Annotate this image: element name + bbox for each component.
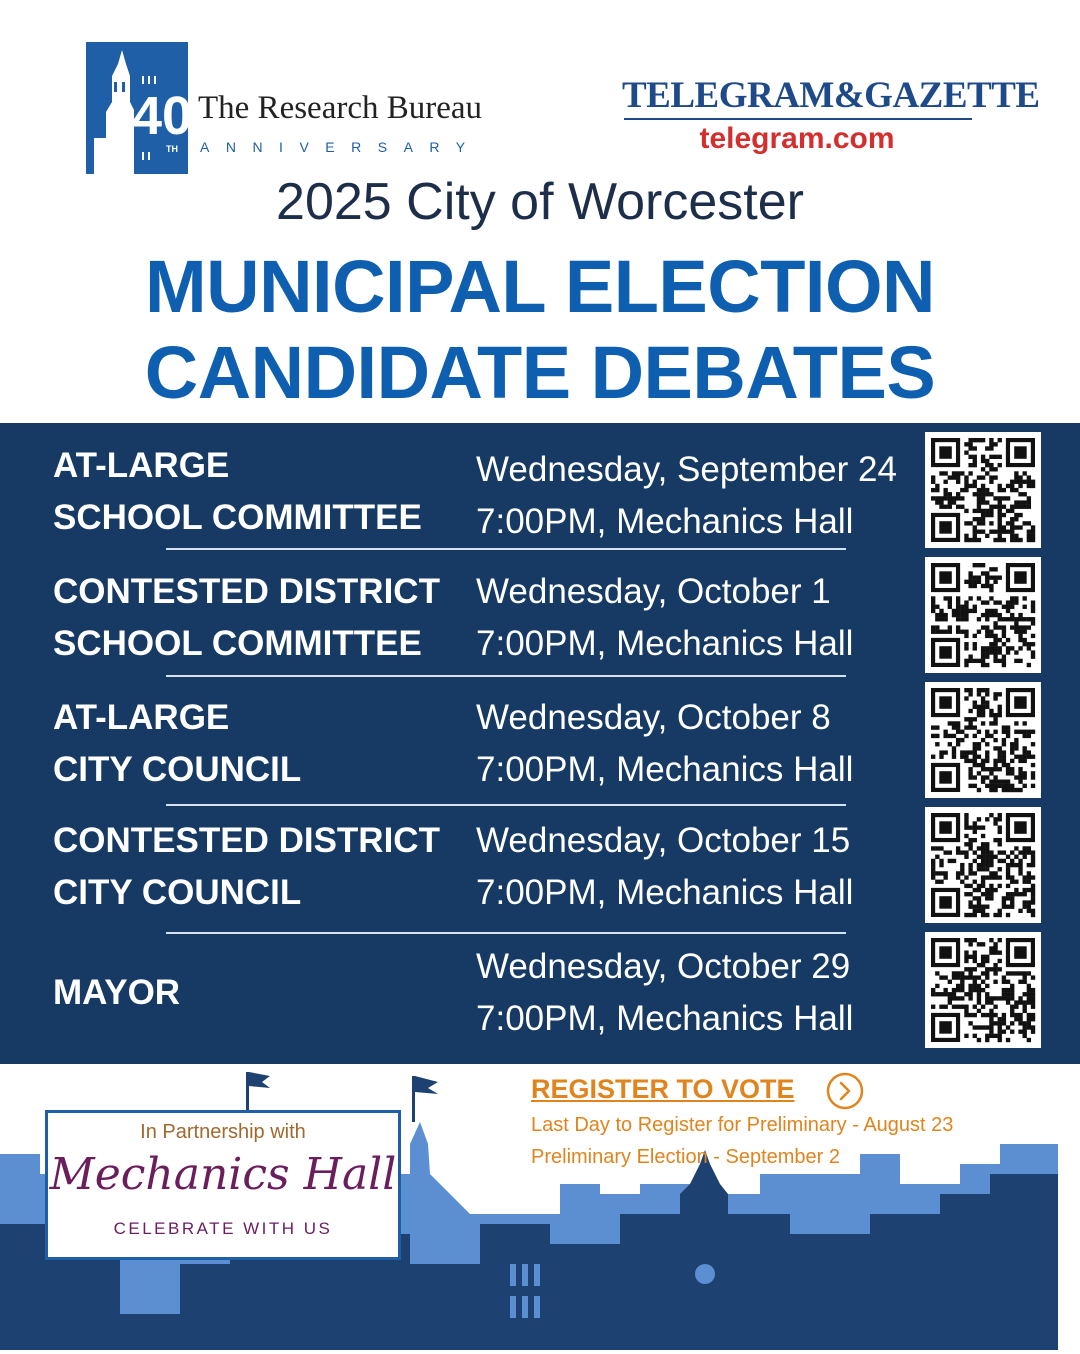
office-line-2: SCHOOL COMMITTEE <box>53 498 422 537</box>
row-divider <box>166 675 846 677</box>
preliminary-election-date: Preliminary Election - September 2 <box>531 1146 841 1168</box>
office-line-1: CONTESTED DISTRICT <box>53 572 440 611</box>
debate-date: Wednesday, October 29 <box>476 947 851 986</box>
qr-code-icon[interactable] <box>925 932 1041 1048</box>
office-line-1: AT-LARGE <box>53 698 230 737</box>
partner-label: In Partnership with <box>140 1121 306 1143</box>
debate-date: Wednesday, October 15 <box>476 821 851 860</box>
debate-time-place: 7:00PM, Mechanics Hall <box>476 502 854 541</box>
chevron-right-icon[interactable] <box>826 1072 864 1110</box>
office-line-2: CITY COUNCIL <box>53 750 302 789</box>
page-subtitle: 2025 City of Worcester <box>276 173 804 231</box>
office-line-2: SCHOOL COMMITTEE <box>53 624 422 663</box>
debate-time-place: 7:00PM, Mechanics Hall <box>476 750 854 789</box>
debate-time-place: 7:00PM, Mechanics Hall <box>476 999 854 1038</box>
qr-code-icon[interactable] <box>925 557 1041 673</box>
anniversary-suffix: TH <box>166 144 178 154</box>
research-bureau-tagline: ANNIVERSARY <box>200 139 482 155</box>
debate-date: Wednesday, September 24 <box>476 450 897 489</box>
row-divider <box>166 548 846 550</box>
telegram-rule <box>624 118 972 120</box>
qr-code-icon[interactable] <box>925 682 1041 798</box>
office-line-1: AT-LARGE <box>53 446 230 485</box>
mechanics-hall-logo: Mechanics Hall <box>49 1149 397 1200</box>
research-bureau-name: The Research Bureau <box>198 90 483 126</box>
office-line-2: CITY COUNCIL <box>53 873 302 912</box>
row-divider <box>166 804 846 806</box>
mechanics-hall-partner-badge <box>45 1110 401 1260</box>
anniversary-number: 40 <box>132 86 193 146</box>
row-divider <box>166 932 846 934</box>
headline-line-1: MUNICIPAL ELECTION <box>145 245 935 328</box>
debate-time-place: 7:00PM, Mechanics Hall <box>476 873 854 912</box>
registration-deadline: Last Day to Register for Preliminary - August 23 <box>531 1114 954 1136</box>
qr-code-icon[interactable] <box>925 807 1041 923</box>
office-line-1: MAYOR <box>53 973 181 1012</box>
register-to-vote-link[interactable]: REGISTER TO VOTE <box>531 1074 795 1104</box>
partner-tagline: CELEBRATE WITH US <box>113 1219 333 1238</box>
telegram-site: telegram.com <box>699 122 895 155</box>
debate-time-place: 7:00PM, Mechanics Hall <box>476 624 854 663</box>
telegram-gazette-logo: TELEGRAM&GAZETTE <box>622 75 1040 116</box>
debate-date: Wednesday, October 8 <box>476 698 831 737</box>
debate-date: Wednesday, October 1 <box>476 572 831 611</box>
qr-code-icon[interactable] <box>925 432 1041 548</box>
headline-line-2: CANDIDATE DEBATES <box>144 331 936 414</box>
office-line-1: CONTESTED DISTRICT <box>53 821 440 860</box>
